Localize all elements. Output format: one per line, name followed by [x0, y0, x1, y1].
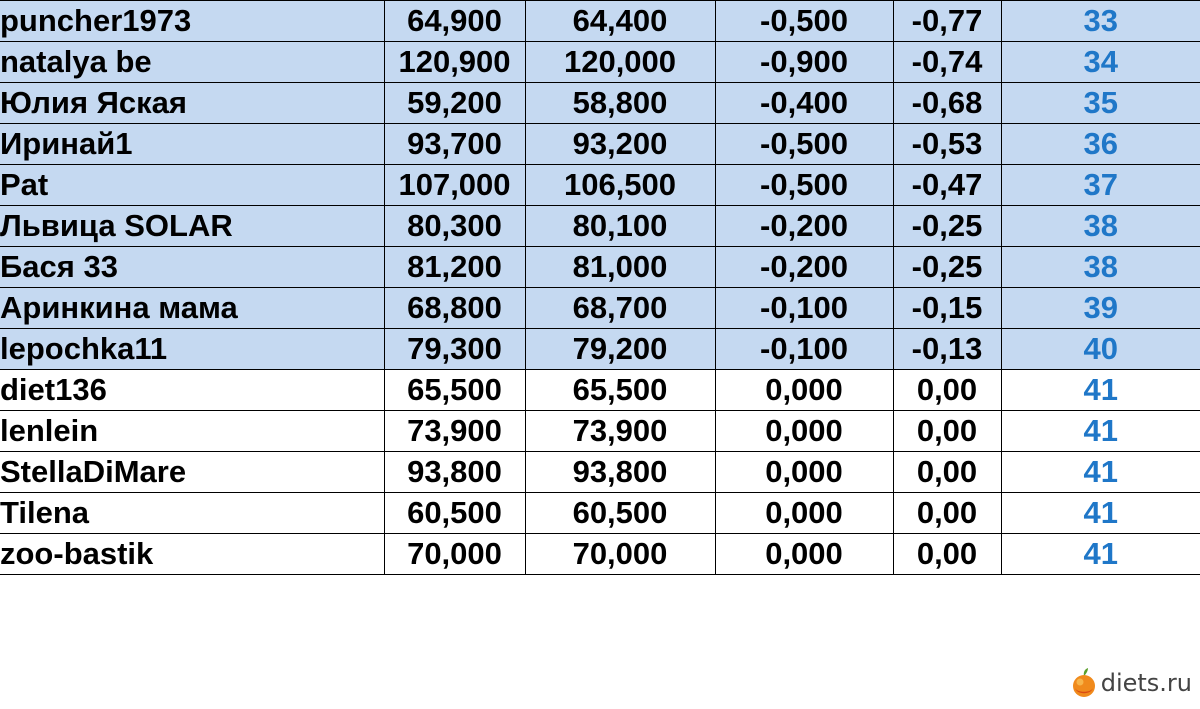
- cell-weight-change: -0,500: [715, 124, 893, 165]
- cell-place: 39: [1001, 288, 1200, 329]
- cell-weight-change: -0,900: [715, 42, 893, 83]
- cell-start-weight: 93,800: [384, 452, 525, 493]
- cell-current-weight: 64,400: [525, 1, 715, 42]
- cell-start-weight: 79,300: [384, 329, 525, 370]
- cell-percent-change: 0,00: [893, 534, 1001, 575]
- cell-weight-change: -0,100: [715, 329, 893, 370]
- cell-start-weight: 68,800: [384, 288, 525, 329]
- cell-start-weight: 59,200: [384, 83, 525, 124]
- cell-participant-name: Львица SOLAR: [0, 206, 384, 247]
- cell-place: 38: [1001, 206, 1200, 247]
- cell-weight-change: -0,500: [715, 165, 893, 206]
- cell-percent-change: -0,13: [893, 329, 1001, 370]
- table-row: [0, 288, 1200, 329]
- cell-weight-change: -0,500: [715, 1, 893, 42]
- watermark-text: diets.ru: [1100, 669, 1192, 697]
- cell-weight-change: 0,000: [715, 493, 893, 534]
- table-row: [0, 411, 1200, 452]
- cell-current-weight: 106,500: [525, 165, 715, 206]
- cell-place: 41: [1001, 534, 1200, 575]
- cell-participant-name: Юлия Яская: [0, 83, 384, 124]
- cell-participant-name: lepochka11: [0, 329, 384, 370]
- cell-place: 34: [1001, 42, 1200, 83]
- cell-current-weight: 65,500: [525, 370, 715, 411]
- cell-participant-name: Бася 33: [0, 247, 384, 288]
- cell-start-weight: 60,500: [384, 493, 525, 534]
- cell-start-weight: 64,900: [384, 1, 525, 42]
- cell-start-weight: 107,000: [384, 165, 525, 206]
- cell-percent-change: -0,68: [893, 83, 1001, 124]
- table-row: [0, 206, 1200, 247]
- cell-weight-change: 0,000: [715, 534, 893, 575]
- cell-place: 41: [1001, 411, 1200, 452]
- cell-current-weight: 80,100: [525, 206, 715, 247]
- cell-percent-change: -0,77: [893, 1, 1001, 42]
- cell-place: 35: [1001, 83, 1200, 124]
- cell-participant-name: StellaDiMare: [0, 452, 384, 493]
- cell-participant-name: Tilena: [0, 493, 384, 534]
- cell-place: 38: [1001, 247, 1200, 288]
- cell-participant-name: diet136: [0, 370, 384, 411]
- table-row: [0, 1, 1200, 42]
- cell-participant-name: puncher1973: [0, 1, 384, 42]
- table-row: [0, 165, 1200, 206]
- cell-place: 41: [1001, 452, 1200, 493]
- cell-place: 33: [1001, 1, 1200, 42]
- table-row: [0, 329, 1200, 370]
- cell-place: 40: [1001, 329, 1200, 370]
- cell-weight-change: 0,000: [715, 411, 893, 452]
- cell-weight-change: -0,200: [715, 206, 893, 247]
- cell-participant-name: lenlein: [0, 411, 384, 452]
- cell-current-weight: 70,000: [525, 534, 715, 575]
- table-body: [0, 1, 1200, 575]
- table-row: [0, 493, 1200, 534]
- cell-percent-change: -0,15: [893, 288, 1001, 329]
- cell-percent-change: -0,47: [893, 165, 1001, 206]
- cell-current-weight: 60,500: [525, 493, 715, 534]
- cell-current-weight: 120,000: [525, 42, 715, 83]
- cell-current-weight: 81,000: [525, 247, 715, 288]
- cell-current-weight: 93,200: [525, 124, 715, 165]
- cell-weight-change: 0,000: [715, 452, 893, 493]
- cell-place: 37: [1001, 165, 1200, 206]
- cell-percent-change: -0,25: [893, 206, 1001, 247]
- cell-current-weight: 73,900: [525, 411, 715, 452]
- watermark: [1071, 668, 1192, 698]
- cell-percent-change: -0,53: [893, 124, 1001, 165]
- cell-place: 41: [1001, 493, 1200, 534]
- cell-start-weight: 70,000: [384, 534, 525, 575]
- cell-participant-name: natalya be: [0, 42, 384, 83]
- cell-place: 41: [1001, 370, 1200, 411]
- apple-logo-icon: [1071, 668, 1097, 698]
- cell-percent-change: -0,74: [893, 42, 1001, 83]
- table-row: [0, 452, 1200, 493]
- cell-participant-name: Pat: [0, 165, 384, 206]
- cell-place: 36: [1001, 124, 1200, 165]
- table-row: [0, 124, 1200, 165]
- cell-percent-change: 0,00: [893, 493, 1001, 534]
- table-row: [0, 247, 1200, 288]
- cell-start-weight: 93,700: [384, 124, 525, 165]
- cell-weight-change: -0,100: [715, 288, 893, 329]
- cell-participant-name: Иринай1: [0, 124, 384, 165]
- cell-start-weight: 80,300: [384, 206, 525, 247]
- cell-percent-change: 0,00: [893, 370, 1001, 411]
- cell-start-weight: 120,900: [384, 42, 525, 83]
- cell-current-weight: 58,800: [525, 83, 715, 124]
- table-row: [0, 42, 1200, 83]
- cell-current-weight: 68,700: [525, 288, 715, 329]
- cell-percent-change: -0,25: [893, 247, 1001, 288]
- cell-weight-change: -0,200: [715, 247, 893, 288]
- cell-participant-name: zoo-bastik: [0, 534, 384, 575]
- table-row: [0, 370, 1200, 411]
- cell-start-weight: 81,200: [384, 247, 525, 288]
- cell-start-weight: 65,500: [384, 370, 525, 411]
- table-row: [0, 534, 1200, 575]
- cell-percent-change: 0,00: [893, 452, 1001, 493]
- cell-percent-change: 0,00: [893, 411, 1001, 452]
- cell-current-weight: 79,200: [525, 329, 715, 370]
- table-row: [0, 83, 1200, 124]
- cell-weight-change: -0,400: [715, 83, 893, 124]
- cell-current-weight: 93,800: [525, 452, 715, 493]
- cell-weight-change: 0,000: [715, 370, 893, 411]
- cell-start-weight: 73,900: [384, 411, 525, 452]
- cell-participant-name: Аринкина мама: [0, 288, 384, 329]
